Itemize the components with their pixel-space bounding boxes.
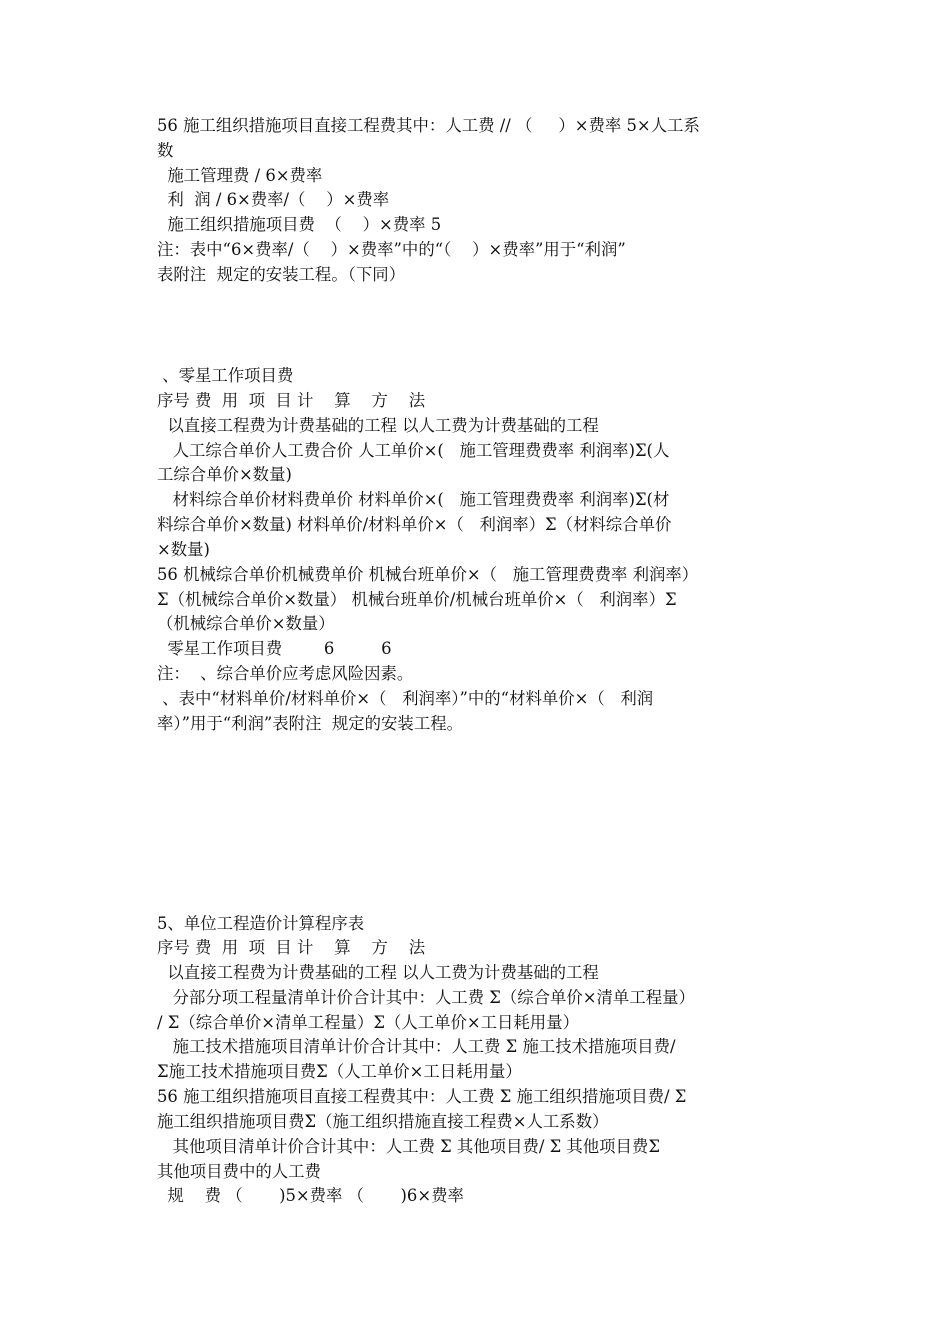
section3-line-10: 其他项目清单计价合计其中：人工费 Σ 其他项目费/ Σ 其他项目费Σ xyxy=(157,1137,660,1156)
section1-line-5: 施工组织措施项目费 （ ）×费率 5 xyxy=(157,215,442,234)
section3-line-3: 以直接工程费为计费基础的工程 以人工费为计费基础的工程 xyxy=(157,963,599,982)
section1-note-line-1: 注：表中“6×费率/（ ）×费率”中的“（ ）×费率”用于“利润” xyxy=(157,240,626,259)
section2-table-header: 序号 费 用 项 目 计 算 方 法 xyxy=(157,391,426,410)
section2-line-10: Σ（机械综合单价×数量） 机械台班单价/机械台班单价×（ 利润率）Σ xyxy=(157,590,677,609)
section3-line-5: / Σ（综合单价×清单工程量）Σ（人工单价×工日耗用量） xyxy=(157,1013,579,1032)
section2-note-line-2: 、表中“材料单价/材料单价×（ 利润率）”中的“材料单价×（ 利润 xyxy=(157,689,654,708)
section2-line-11: （机械综合单价×数量） xyxy=(157,614,335,633)
section3-line-4: 分部分项工程量清单计价合计其中：人工费 Σ（综合单价×清单工程量） xyxy=(157,988,695,1007)
section3-line-6: 施工技术措施项目清单计价合计其中：人工费 Σ 施工技术措施项目费/ xyxy=(157,1037,676,1056)
section3-line-8: 56 施工组织措施项目直接工程费其中：人工费 Σ 施工组织措施项目费/ Σ xyxy=(157,1087,687,1106)
section2-line-4: 人工综合单价人工费合价 人工单价×( 施工管理费费率 利润率)Σ(人 xyxy=(157,441,670,460)
section2-line-12: 零星工作项目费 6 6 xyxy=(157,639,392,658)
section1-line-2: 数 xyxy=(157,141,174,160)
section1-line-1: 56 施工组织措施项目直接工程费其中：人工费 // （ ）×费率 5×人工系 xyxy=(157,116,700,135)
section2-line-3: 以直接工程费为计费基础的工程 以人工费为计费基础的工程 xyxy=(157,416,599,435)
section2-heading: 、零星工作项目费 xyxy=(157,366,294,385)
section3-line-9: 施工组织措施项目费Σ（施工组织措施直接工程费×人工系数） xyxy=(157,1112,609,1131)
section2-line-8: ×数量) xyxy=(157,540,210,559)
section3-line-11: 其他项目费中的人工费 xyxy=(157,1162,321,1181)
section1-line-4: 利 润 / 6×费率/（ ）×费率 xyxy=(157,190,390,209)
section3-line-12: 规 费 （ )5×费率 （ )6×费率 xyxy=(157,1186,464,1205)
section2-line-7: 料综合单价×数量) 材料单价/材料单价×（ 利润率）Σ（材料综合单价 xyxy=(157,515,672,534)
section1-note-line-2: 表附注 规定的安装工程。（下同） xyxy=(157,265,406,284)
section2-line-6: 材料综合单价材料费单价 材料单价×( 施工管理费费率 利润率)Σ(材 xyxy=(157,490,670,509)
section3-heading: 5、单位工程造价计算程序表 xyxy=(157,914,365,933)
section1-line-3: 施工管理费 / 6×费率 xyxy=(157,166,323,185)
section3-table-header: 序号 费 用 项 目 计 算 方 法 xyxy=(157,938,426,957)
section2-line-5: 工综合单价×数量) xyxy=(157,465,292,484)
section3-line-7: Σ施工技术措施项目费Σ（人工单价×工日耗用量） xyxy=(157,1062,522,1081)
section2-note-line-3: 率）”用于“利润”表附注 规定的安装工程。 xyxy=(157,714,463,733)
section2-line-9: 56 机械综合单价机械费单价 机械台班单价×（ 施工管理费费率 利润率） xyxy=(157,565,699,584)
section2-note-line-1: 注： 、综合单价应考虑风险因素。 xyxy=(157,664,414,683)
